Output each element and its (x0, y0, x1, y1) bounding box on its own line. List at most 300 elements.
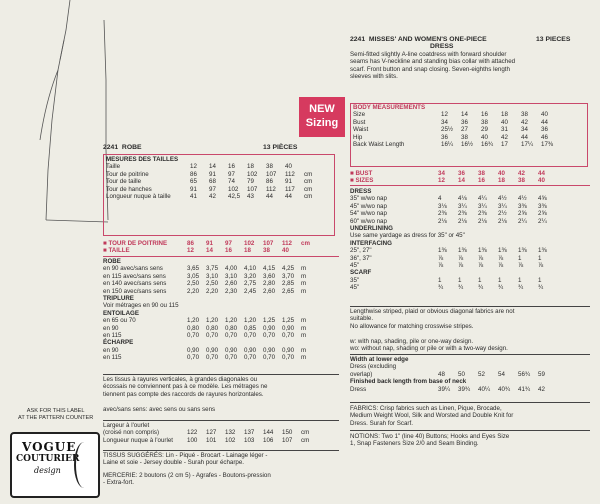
french-note-line: tiennent pas compte des raccords de rayures horizontales. (103, 390, 264, 398)
longueur-row (103, 437, 320, 444)
row-value: 86 (187, 240, 194, 247)
row-value: ¾ (538, 284, 544, 292)
row-value: 79 (247, 178, 254, 186)
row-value: 91 (206, 240, 213, 247)
row-value: 38 (266, 163, 273, 171)
row-value: ¾ (478, 284, 484, 292)
notes-divider (350, 306, 590, 307)
fabrics-line: FABRICS: Crisp fabrics such as Linen, Pique, Brocade, (350, 405, 502, 412)
row-label: Tour de poitrine (106, 170, 149, 178)
row-value: ⅞ (478, 254, 484, 262)
row-value: 40 (282, 247, 289, 255)
row-label: Size (353, 111, 366, 119)
row-value: 107 (266, 170, 277, 178)
row-value: 0,70 (263, 332, 276, 340)
row-value: cm (304, 185, 313, 193)
row-value: 102 (228, 185, 239, 193)
taille-row (103, 247, 320, 254)
entoilage-heading: ENTOILAGE (103, 309, 139, 317)
row-value: 112 (285, 170, 295, 178)
french-size-bars (103, 240, 320, 255)
body-measurement-row (353, 126, 561, 133)
row-value: 2,75 (244, 280, 257, 288)
row-value: 2⅝ (538, 210, 547, 218)
largeur-row (103, 429, 320, 436)
row-value: 91 (285, 178, 292, 186)
row-label: 45" w/wo nap (350, 202, 387, 210)
row-value: 54 (498, 370, 505, 378)
notions-divider (350, 430, 590, 431)
row-label: 45" (350, 262, 360, 270)
row-value: 40 (285, 163, 292, 171)
row-label: ■ BUST (350, 170, 373, 177)
row-value: 2¼ (518, 217, 527, 225)
row-value: 102 (247, 170, 258, 178)
row-value: 12 (187, 247, 194, 255)
row-value: 1,20 (206, 317, 219, 325)
row-value: ⅞ (498, 262, 504, 270)
row-value: 106 (263, 436, 274, 444)
row-value: 2,60 (225, 280, 238, 288)
row-value: cm (304, 178, 313, 186)
row-value: 40 (541, 111, 548, 119)
row-label: Longueur nuque à l'ourlet (103, 436, 173, 444)
row-value: m (301, 324, 307, 332)
row-value: 2,60 (263, 287, 276, 295)
row-value: 18 (498, 177, 505, 185)
robe-yardage-row (103, 273, 320, 280)
row-value: 3⅜ (518, 202, 527, 210)
row-value: 0,90 (263, 324, 276, 332)
english-code: 2241 (350, 36, 366, 43)
row-value: 91 (190, 185, 197, 193)
row-value: 3,10 (206, 272, 219, 280)
english-description-line: scarf. Front button and snap closing. Seven-eighths length (350, 65, 510, 73)
row-value: cm (301, 240, 310, 247)
english-note-line: suitable. (350, 315, 374, 323)
row-value: 44 (521, 133, 528, 141)
row-value: 1 (518, 276, 522, 284)
row-value: 17¼ (521, 141, 534, 149)
row-label: en 115 (103, 332, 122, 340)
underlining-heading: UNDERLINING (350, 225, 393, 233)
row-label: en 90 (103, 346, 119, 354)
row-value: 91 (209, 170, 216, 178)
english-note-line: Lengthwise striped, plaid or obvious diagonal fabrics are not (350, 308, 515, 315)
row-value: 103 (244, 436, 255, 444)
row-value: ⅞ (458, 262, 464, 270)
tissus-line: TISSUS SUGGÉRÉS: Lin - Piqué - Brocart - Lainage léger - (103, 452, 268, 459)
row-value: 112 (266, 185, 276, 193)
entoilage-row (103, 317, 320, 324)
row-value: 3¼ (478, 202, 487, 210)
row-value: 3,05 (187, 272, 200, 280)
row-label: ■ SIZES (350, 177, 374, 185)
row-value: 4,25 (282, 265, 295, 273)
row-value: 4,00 (225, 265, 238, 273)
row-value: 25½ (441, 126, 454, 134)
row-value: ⅞ (518, 262, 524, 270)
french-tissus-divider (103, 450, 339, 451)
french-notes-divider (103, 374, 339, 375)
english-description (350, 51, 595, 81)
fabrics-line: Medium Weight Wool, Silk and Worsted and Double Knit for (350, 412, 514, 420)
row-value: 1 (538, 276, 542, 284)
french-note-line: avec/sans sens: avec sens ou sans sens (103, 405, 216, 413)
row-value: 4,15 (263, 265, 276, 273)
row-label: 35" w/wo nap (350, 195, 387, 203)
french-title: ROBE (121, 144, 142, 151)
finished-heading: Finished back length from base of neck (350, 378, 467, 386)
french-measurements-heading: MESURES DES TAILLES (106, 156, 179, 163)
scarf-row (350, 277, 558, 284)
row-value: 17 (501, 141, 508, 149)
row-value: 122 (187, 429, 198, 437)
row-value: 0,90 (282, 324, 295, 332)
row-value: 16 (225, 247, 232, 255)
row-value: 4⅝ (538, 195, 547, 203)
row-value: 34 (521, 126, 528, 134)
row-value: 2⅜ (458, 210, 467, 218)
row-label: 25", 27" (350, 247, 372, 255)
row-value: 50 (458, 370, 465, 378)
dress-heading: DRESS (350, 188, 372, 195)
row-value: 1⅜ (478, 247, 487, 255)
row-value: 3,65 (187, 265, 200, 273)
body-measurements (353, 104, 561, 148)
row-value: 0,70 (225, 332, 238, 340)
row-value: 17⅜ (541, 141, 554, 149)
french-note-line: écossais ne conviennent pas à ce modèle. Les métrages ne (103, 383, 268, 391)
row-value: 2,20 (187, 287, 200, 295)
french-measurement-row (106, 163, 323, 170)
tissus-text (103, 452, 267, 467)
row-value: 34 (441, 118, 448, 126)
row-value: 14 (458, 177, 465, 185)
row-value: 16 (481, 111, 488, 119)
french-pieces: 13 PIÈCES (263, 144, 298, 151)
row-value: 102 (225, 436, 236, 444)
row-value: 1,20 (244, 317, 257, 325)
new-sizing-badge (299, 97, 345, 137)
row-value: 56¾ (518, 370, 531, 378)
row-label: Bust (353, 118, 366, 126)
row-value: 97 (225, 240, 232, 247)
english-header (350, 36, 595, 43)
row-label: 36", 37" (350, 254, 372, 262)
row-value: 0,70 (225, 354, 238, 362)
row-value: ⅞ (458, 254, 464, 262)
row-value: 41¾ (518, 385, 531, 393)
row-value: 86 (190, 170, 197, 178)
row-label: Tour de hanches (106, 185, 152, 193)
row-value: m (301, 265, 307, 273)
row-value: 0,70 (263, 354, 276, 362)
row-value: 4 (438, 195, 442, 203)
row-value: 44 (541, 118, 548, 126)
row-value: 2⅜ (478, 210, 487, 218)
body-measurements-heading: BODY MEASUREMENTS (353, 104, 426, 111)
row-value: 44 (538, 170, 545, 177)
row-value: m (301, 272, 307, 280)
row-label: ■ TOUR DE POITRINE (103, 240, 168, 247)
row-label: en 115 (103, 354, 122, 362)
english-description-line: sleeves with slits. (350, 73, 398, 81)
row-value: 117 (285, 185, 295, 193)
logo-line-2: COUTURIER (16, 454, 80, 464)
dress-yardage-row (350, 195, 558, 202)
notions-text (350, 433, 509, 448)
row-value: 2,20 (206, 287, 219, 295)
row-value: 1⅜ (458, 247, 467, 255)
row-value: 29 (481, 126, 488, 134)
row-label: Waist (353, 126, 369, 134)
row-value: 101 (206, 436, 217, 444)
echarpe-row (103, 354, 320, 361)
scarf-row (350, 284, 558, 291)
row-value: 16 (478, 177, 485, 185)
new-sizing-line-2: Sizing (305, 117, 339, 129)
row-value: 3,10 (225, 272, 238, 280)
row-label: overlap) (350, 370, 373, 378)
english-note-line: wo: without nap, shading or pile or with a two-way design. (350, 345, 508, 353)
row-value: 34 (438, 170, 445, 177)
row-value: ¾ (498, 284, 504, 292)
row-value: 2¼ (538, 217, 547, 225)
row-value: 137 (244, 429, 255, 437)
row-value: 2,50 (187, 280, 200, 288)
dress-yardage-row (350, 210, 558, 217)
row-value: 40 (501, 118, 508, 126)
french-note-line (103, 398, 267, 405)
row-label: en 90 (103, 324, 119, 332)
french-sizes-divider (103, 256, 339, 257)
mercerie-line: - Extra-fort. (103, 479, 134, 487)
row-value: 3⅛ (438, 202, 447, 210)
row-label: ■ TAILLE (103, 247, 130, 255)
body-measurement-row (353, 141, 561, 148)
scarf-heading: SCARF (350, 269, 372, 277)
row-value: 36 (458, 170, 465, 177)
row-value: 4,10 (244, 265, 257, 273)
row-value: 38 (518, 177, 525, 185)
row-value: 4¼ (478, 195, 487, 203)
row-value: 0,80 (187, 324, 200, 332)
row-value: 42 (209, 193, 216, 201)
row-value: 40 (481, 133, 488, 141)
row-value: 18 (247, 163, 254, 171)
row-label: 54" w/wo nap (350, 210, 387, 218)
row-value: 44 (285, 193, 292, 201)
sizes-divider (350, 185, 590, 186)
notions-line: 1, Snap Fasteners Size 2/0 and Seam Binding. (350, 440, 479, 448)
row-value: 59 (538, 370, 545, 378)
width-row (350, 371, 558, 378)
english-note-line: No allowance for matching crosswise stripes. (350, 322, 474, 330)
row-value: 42 (518, 170, 525, 177)
french-measurement-row (106, 186, 323, 193)
row-value: ⅞ (498, 254, 504, 262)
row-value: 2⅜ (438, 210, 447, 218)
row-value: 0,70 (244, 332, 257, 340)
robe-yardage-row (103, 280, 320, 287)
row-value: 38 (521, 111, 528, 119)
row-value: cm (304, 170, 313, 178)
row-value: 0,90 (282, 346, 295, 354)
row-value: 100 (187, 436, 198, 444)
row-value: 38 (478, 170, 485, 177)
row-value (301, 247, 320, 254)
row-value: 107 (263, 240, 274, 247)
robe-heading: ROBE (103, 258, 121, 265)
row-label: 60" w/wo nap (350, 217, 387, 225)
finished-measurements (350, 356, 558, 393)
dress-yardage-row (350, 203, 558, 210)
row-value: 14 (461, 111, 468, 119)
logo-line-3: design (34, 466, 61, 475)
row-value: 3,70 (282, 272, 295, 280)
row-value: 12 (438, 177, 445, 185)
tour-de-poitrine-row (103, 240, 320, 247)
row-value: 31 (501, 126, 508, 134)
english-description-line: seams has V-neckline and standing bias collar with attached (350, 58, 516, 66)
english-description-line: Semi-fitted slightly A-line coatdress with forward shoulder (350, 50, 507, 58)
body-measurement-row (353, 134, 561, 141)
row-value: 16¼ (441, 141, 454, 149)
row-value: 0,70 (206, 332, 219, 340)
row-value: 0,90 (263, 346, 276, 354)
french-finished (103, 422, 320, 444)
row-value: 2,85 (282, 280, 295, 288)
interfacing-row (350, 247, 558, 254)
fabrics-line: Dress. Surah for Scarf. (350, 419, 413, 427)
row-value: 43 (247, 193, 254, 201)
row-value: 2½ (498, 210, 507, 218)
row-value: ⅞ (438, 262, 444, 270)
row-value: 0,70 (206, 354, 219, 362)
row-value: 39¾ (458, 385, 471, 393)
row-label: en 65 ou 70 (103, 317, 136, 325)
fabrics-divider (350, 402, 590, 403)
row-value: 3,60 (263, 272, 276, 280)
finished-length-row (350, 386, 558, 393)
row-value: m (301, 280, 307, 288)
french-header (103, 144, 343, 151)
english-section (350, 36, 595, 80)
row-value: 1 (498, 276, 502, 284)
row-value: 1⅜ (518, 247, 527, 255)
row-value: 1,25 (282, 317, 295, 325)
row-label: Taille (106, 163, 121, 171)
english-note-line: w: with nap, shading, pile or one-way design. (350, 337, 474, 345)
english-notes (350, 308, 514, 352)
notions-line: NOTIONS: Two 1" (line 40) Buttons; Hooks and Eyes Size (350, 433, 510, 440)
row-value: ¾ (458, 284, 464, 292)
row-value: m (301, 287, 307, 295)
row-value: 41 (190, 193, 197, 201)
row-value: 18 (244, 247, 251, 255)
sizes-row (350, 177, 558, 184)
row-label: (croisé non compris) (103, 429, 160, 437)
row-value: 97 (209, 185, 216, 193)
row-value: 1⅜ (538, 247, 547, 255)
row-value: 2,80 (263, 280, 276, 288)
row-value: 27 (461, 126, 468, 134)
row-value: 0,70 (187, 354, 200, 362)
row-value: cm (301, 429, 310, 437)
row-value (304, 163, 323, 170)
row-value: 38 (481, 118, 488, 126)
row-value: 36 (441, 133, 448, 141)
row-value: ⅞ (538, 262, 544, 270)
robe-yardage-row (103, 288, 320, 295)
row-label: en 140 avec/sans sens (103, 280, 167, 288)
row-value: m (301, 332, 307, 340)
french-notes (103, 376, 267, 413)
row-value: 0,90 (244, 346, 257, 354)
row-value: 14 (209, 163, 216, 171)
english-title: MISSES' AND WOMEN'S ONE-PIECE (368, 36, 487, 43)
interfacing-heading: INTERFACING (350, 239, 392, 247)
english-note-line (350, 330, 514, 337)
row-value: 1 (478, 276, 482, 284)
row-value: 40 (498, 170, 505, 177)
row-value: 0,70 (244, 354, 257, 362)
largeur-label: Largeur à l'ourlet (103, 422, 150, 429)
row-value: 1 (518, 254, 522, 262)
row-value: m (301, 317, 307, 325)
french-code: 2241 (103, 144, 119, 151)
french-yardage (103, 258, 320, 362)
row-value: 39¼ (438, 385, 451, 393)
row-value: 3,20 (244, 272, 257, 280)
row-value: 1 (438, 276, 442, 284)
row-value: 18 (501, 111, 508, 119)
logo-script-mark (74, 442, 94, 488)
row-value: 0,80 (225, 324, 238, 332)
row-value: cm (301, 436, 310, 444)
row-value: 1 (538, 254, 542, 262)
row-value: 12 (441, 111, 448, 119)
row-value: 2⅝ (518, 210, 527, 218)
row-value: 40¾ (498, 385, 511, 393)
vogue-couturier-logo (10, 432, 100, 498)
row-value: 16 (228, 163, 235, 171)
english-title-2: DRESS (430, 43, 454, 51)
row-value: 1,20 (187, 317, 200, 325)
row-label: en 150 avec/sans sens (103, 287, 167, 295)
row-label: Hip (353, 133, 363, 141)
row-value: 52 (478, 370, 485, 378)
underlining-note: Use same yardage as dress for 35" or 45" (350, 232, 465, 240)
row-value: 65 (190, 178, 197, 186)
row-label: Tour de taille (106, 178, 142, 186)
triplure-note: Voir métrages en 90 ou 115 (103, 302, 179, 310)
row-value: 0,90 (187, 346, 200, 354)
row-value: 0,90 (206, 346, 219, 354)
row-value: 102 (244, 240, 255, 247)
new-sizing-line-1: NEW (309, 103, 335, 115)
row-value: 74 (228, 178, 235, 186)
row-value: 0,85 (244, 324, 257, 332)
interfacing-row (350, 262, 558, 269)
row-value: ⅞ (478, 262, 484, 270)
french-measurement-row (106, 178, 323, 185)
row-value: 3¼ (498, 202, 507, 210)
row-value: 107 (282, 436, 293, 444)
row-label: en 90 avec/sans sens (103, 265, 163, 273)
row-value: 36 (461, 118, 468, 126)
